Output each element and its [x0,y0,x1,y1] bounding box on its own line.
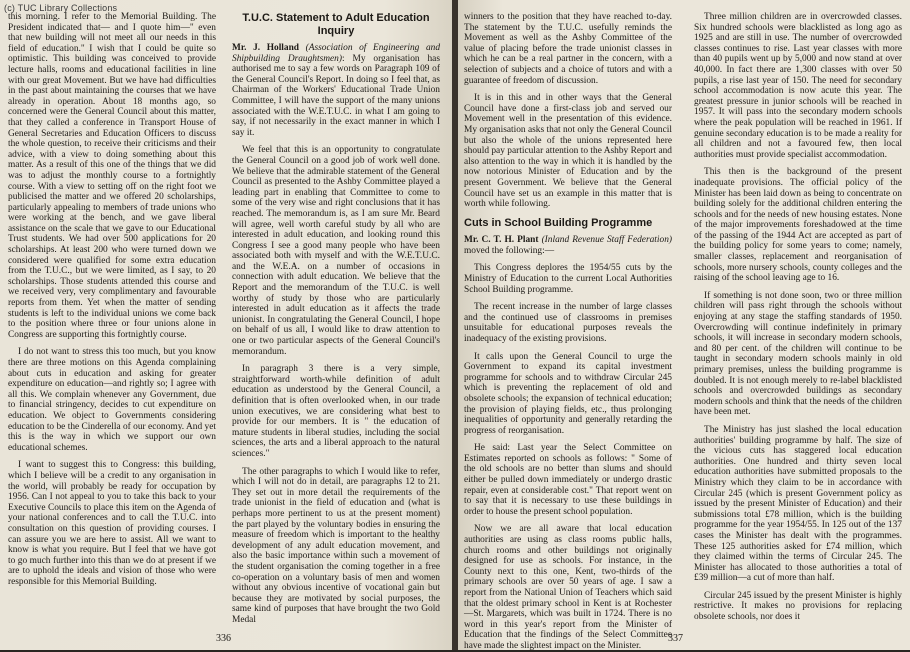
section-heading: T.U.C. Statement to Adult Education Inquiry [242,12,430,37]
paragraph: It is in this and in other ways that the General Council have done a first-class job and served our Movement well in the presentation of this evidence. My organisation asks that not only the General Council but also the whole of the unions represented here should pay particular attention to the Ashby Report and also attention to the way in which it is handled by the now notorious Minister of Education and by the present Government. We believe that the General Council have set us an example in this matter that is worth while following. [464,93,672,210]
paragraph: The other paragraphs to which I would like to refer, which I will not do in detail, are paragraphs 12 to 21. They set out in more detail the requirements of the trade unionist in the field of education and (what is perhaps more pertinent to us at the present moment) the part played by the voluntary bodies in ensuring the measure of freedom which is important to the healthy development of any adult education movement, and also the basic importance within such a movement of the student organisation the coming together in a free co-operation on a voluntary basis of men and women without any obvious incentive of vocational gain but because they are motivated by social purposes, the same kind of purposes that have brought the two Gold Medal [232,466,440,625]
paragraph: We feel that this is an opportunity to congratulate the General Council on a good job of work well done. We believe that the admirable statement of the General Council as presented to the Ashby Committee played a leading part in enabling that Committee to come to some of the very wise and right conclusions that it has reached. The memorandum is, as I am sure Mr. Beard will agree, well worth careful study by all who are interested in adult education, and looking round this Congress I see a good many people who have been associated both with myself and with the W.E.T.U.C. and the W.E.A. on a number of occasions in connection with adult education. We believe that the Report and the memorandum of the T.U.C. is well worthy of study by those who are particularly interested in adult education as it affects the trade unionist. In congratulating the General Council, I hope on behalf of us all, I would like to draw attention to one or two particular aspects of the General Council's memorandum. [232,145,440,357]
paragraph: In paragraph 3 there is a very simple, straightforward worth-while definition of adult education as understood by the General Council, a definition that is often overlooked when, in our trade union executives, we are considering what best to provide for our members. It is " the education of mature students in liberal studies, including the social sciences, the arts and a liberal approach to the natural sciences." [232,364,440,459]
left-column-2 [232,12,441,625]
speaker-name: Mr. J. Holland [232,43,300,53]
right-column-2 [694,12,902,623]
paragraph: I want to suggest this to Congress: this building, which I believe will be a credit to any organisation in the world, will probably be ready for occupation by 1956. Can I not appeal to you to take this back to your Executive Councils to place this item on the Agenda of your national conferences and to call the T.U.C. into consultation on this question of providing courses. I can assure you we are here to assist. All we want to know is what you require. But I feel that we have got to go much further into this than we do at present if we are to uphold the ideals and vision of those who were responsible for this Memorial Building. [8,460,216,587]
paragraph: Now we are all aware that local education authorities are using as class rooms public halls, church rooms and other buildings not originally designed for use as schools. For instance, in the County next to this one, Kent, two-thirds of the primary schools are over 50 years of age. I saw a report from the National Union of Teachers which said that the oldest primary school in Kent is at Rochester—St. Margarets, which was built in 1724. There is no word in this year's report from the Minister of Education that the findings of the Select Committee have made the slightest impact on the Minister. [464,524,672,651]
paragraph: It calls upon the General Council to urge the Government to expand its capital investment programme for schools and to withdraw Circular 245 which is preventing the replacement of old and obsolete schools; the expansion of technical education; the provision of playing fields, etc., thus prolonging inequalities of opportunity and generally retarding the progress of reorganisation. [464,351,672,436]
paragraph: This then is the background of the present inadequate provisions. The official policy of the Minister has been laid down as being to concentrate on building solely for the additional children entering the schools and for the needs of new housing estates. None of the major improvements foreshadowed at the time of the passing of the 1944 Act are accepted as part of the building policy for some years to come; namely, smaller classes, replacement and reorganisation of schools, more nursery schools, county colleges and the raising of the school leaving age to 16. [694,167,902,284]
paragraph: The recent increase in the number of large classes and the continued use of classrooms in premises unsuitable for educational purposes reveals the inadequacy of the existing provisions. [464,302,672,344]
paragraph: I do not want to stress this too much, but you know there are three motions on this Agenda complaining about cuts in education and asking for greater expenditure on education—and rightly so; I agree with all this. We complain whenever any Government, due to financial stringency, decides to cut expenditure on education. We object to Governments considering education to be the Cinderella of our economy. And yet this is the way in which we support our own educational schemes. [8,347,216,453]
right-column-1 [464,12,673,651]
paragraph: If something is not done soon, two or three million children will pass right through the schools without enjoying at any stage the staffing standards of 1950. Overcrowding will continue indefinitely in primary schools, it will increase in secondary modern schools, and 80 per cent. of the children will continue to be taught in secondary modern schools mainly in old primary premises, unless the building programme is doubled. It is not enough merely to re-label blacklisted schools and overcrowded buildings as secondary modern schools and think that the needs of the children have been met. [694,290,902,418]
section-heading: Cuts in School Building Programme [464,216,653,229]
library-watermark: (c) TUC Library Collections [4,3,118,13]
speaker-paragraph [232,43,440,138]
speaker-paragraph [464,235,672,256]
paragraph: He said: Last year the Select Committee on Estimates reported on schools as follows: " Some of the old schools are no better than slums and should either be pulled down immediately or undergo drastic repair, even at considerable cost." That report went on to say that it is necessary to use these buildings in order to house the present school population. [464,443,672,517]
paragraph: this morning. I refer to the Memorial Building. The President indicated that— and I quote him—" even that new building will not meet all our needs in this field of education." I wish that I could be quite so optimistic. This building was conceived to provide lecture halls, rooms and educational facilities in line with our great Movement. But we have had difficulties in the past about maintaining the courses that we have already in operation. About 18 months ago, so concerned were the General Council about this matter, that they called a conference in Transport House of General Secretaries and Education Officers to discuss the whole question, to receive their criticisms and their advice, with a view to doing something about this matter. As a result of this one of the things that we did was to adjust the monthly course to a fortnightly course. With a view to setting off on the right foot we publicised the matter and we offered 20 scholarships, particularly appealing to members of trade unions who were working at the bench, and we gave liberal assistance on the scale that we gave to our Educational Trust students. We had over 500 applications for 20 scholarships. At least 200 who were turned down we considered were qualified for some extra education from the T.U.C., but we were limited, as I say, to 20 scholarships. Those students attended this course and we received very, very complimentary and favourable reports from them. Yet when the matter of sending students is left to the individual unions we come back to the position where three or four unions alone in Congress are supporting this fortnightly course. [8,12,216,340]
page-number: 336 [216,633,231,644]
speaker-name: Mr. C. T. H. Plant [464,235,539,246]
left-page [0,0,452,650]
paragraph: winners to the position that they have reached to-day. The statement by the T.U.C. usefully reminds the Movement as well as the Ashby Committee of the value of placing before the trade unionist classes in which he can be a real partner in the concern, with a selection of subjects and a choice of tutors and with a guarantee of freedom of discussion. [464,12,672,86]
paragraph: Circular 245 issued by the present Minister is highly restrictive. It makes no provisions for replacing obsolete schools, nor does it [694,590,902,623]
paragraph: Three million children are in overcrowded classes. Six hundred schools were blacklisted as long ago as 1925 and are still in use. The number of overcrowded classes continues to rise. Last year classes with more than 40 pupils went up by 5,000 and now stand at over 40,000. In fact there are 1,300 classes with over 50 pupils, a rise last year of 150. The need for secondary school accommodation is now acute this year. The greatest pressure in junior schools will be reached in 1957. It will pass into the secondary modern schools where the peak population will be reached in 1961. If genuine secondary education is to be made a reality for all children and not a favoured few, then local authorities must provide specialist accommodation. [694,12,902,160]
speaker-text: : My organisation has authorised me to say a few words on Paragraph 109 of the General Council's Report. In doing so I feel that, as Chairman of the Workers' Educational Trade Union Committee, I will have the support of the many unions associated with the W.E.T.U.C. in what I am going to say, if not necessarily in the exact manner in which I say it. [232,53,440,138]
speaker-text: moved the following:— [464,245,555,256]
paragraph: The Ministry has just slashed the local education authorities' building programme by half. The size of the vicious cuts has staggered local education authorities. One hundred and thirty seven local education authorities have submitted proposals to the Ministry which they claim to be in accordance with Circular 245 (which is present Government policy as issued by the present Minister of Education) and their submissions total £78 million, which is the building programme for the year 1954/55. In 125 out of the 137 cases the Minister has dealt with the programmes. These 125 authorities asked for £74 million, which they claimed within the terms of Circular 245. The Minister has allocated to those authorities a total of £39 million—a cut of more than half. [694,424,902,584]
speaker-affiliation: (Association of Engineering and Shipbuilding Draughtsmen) [232,43,441,64]
right-page [458,0,910,650]
speaker-affiliation: (Inland Revenue Staff Federation) [541,235,673,246]
page-number: 337 [668,633,683,644]
left-column-1 [8,12,216,610]
paragraph: This Congress deplores the 1954/55 cuts by the Ministry of Education to the current Local Authorities School Building programme. [464,263,672,295]
